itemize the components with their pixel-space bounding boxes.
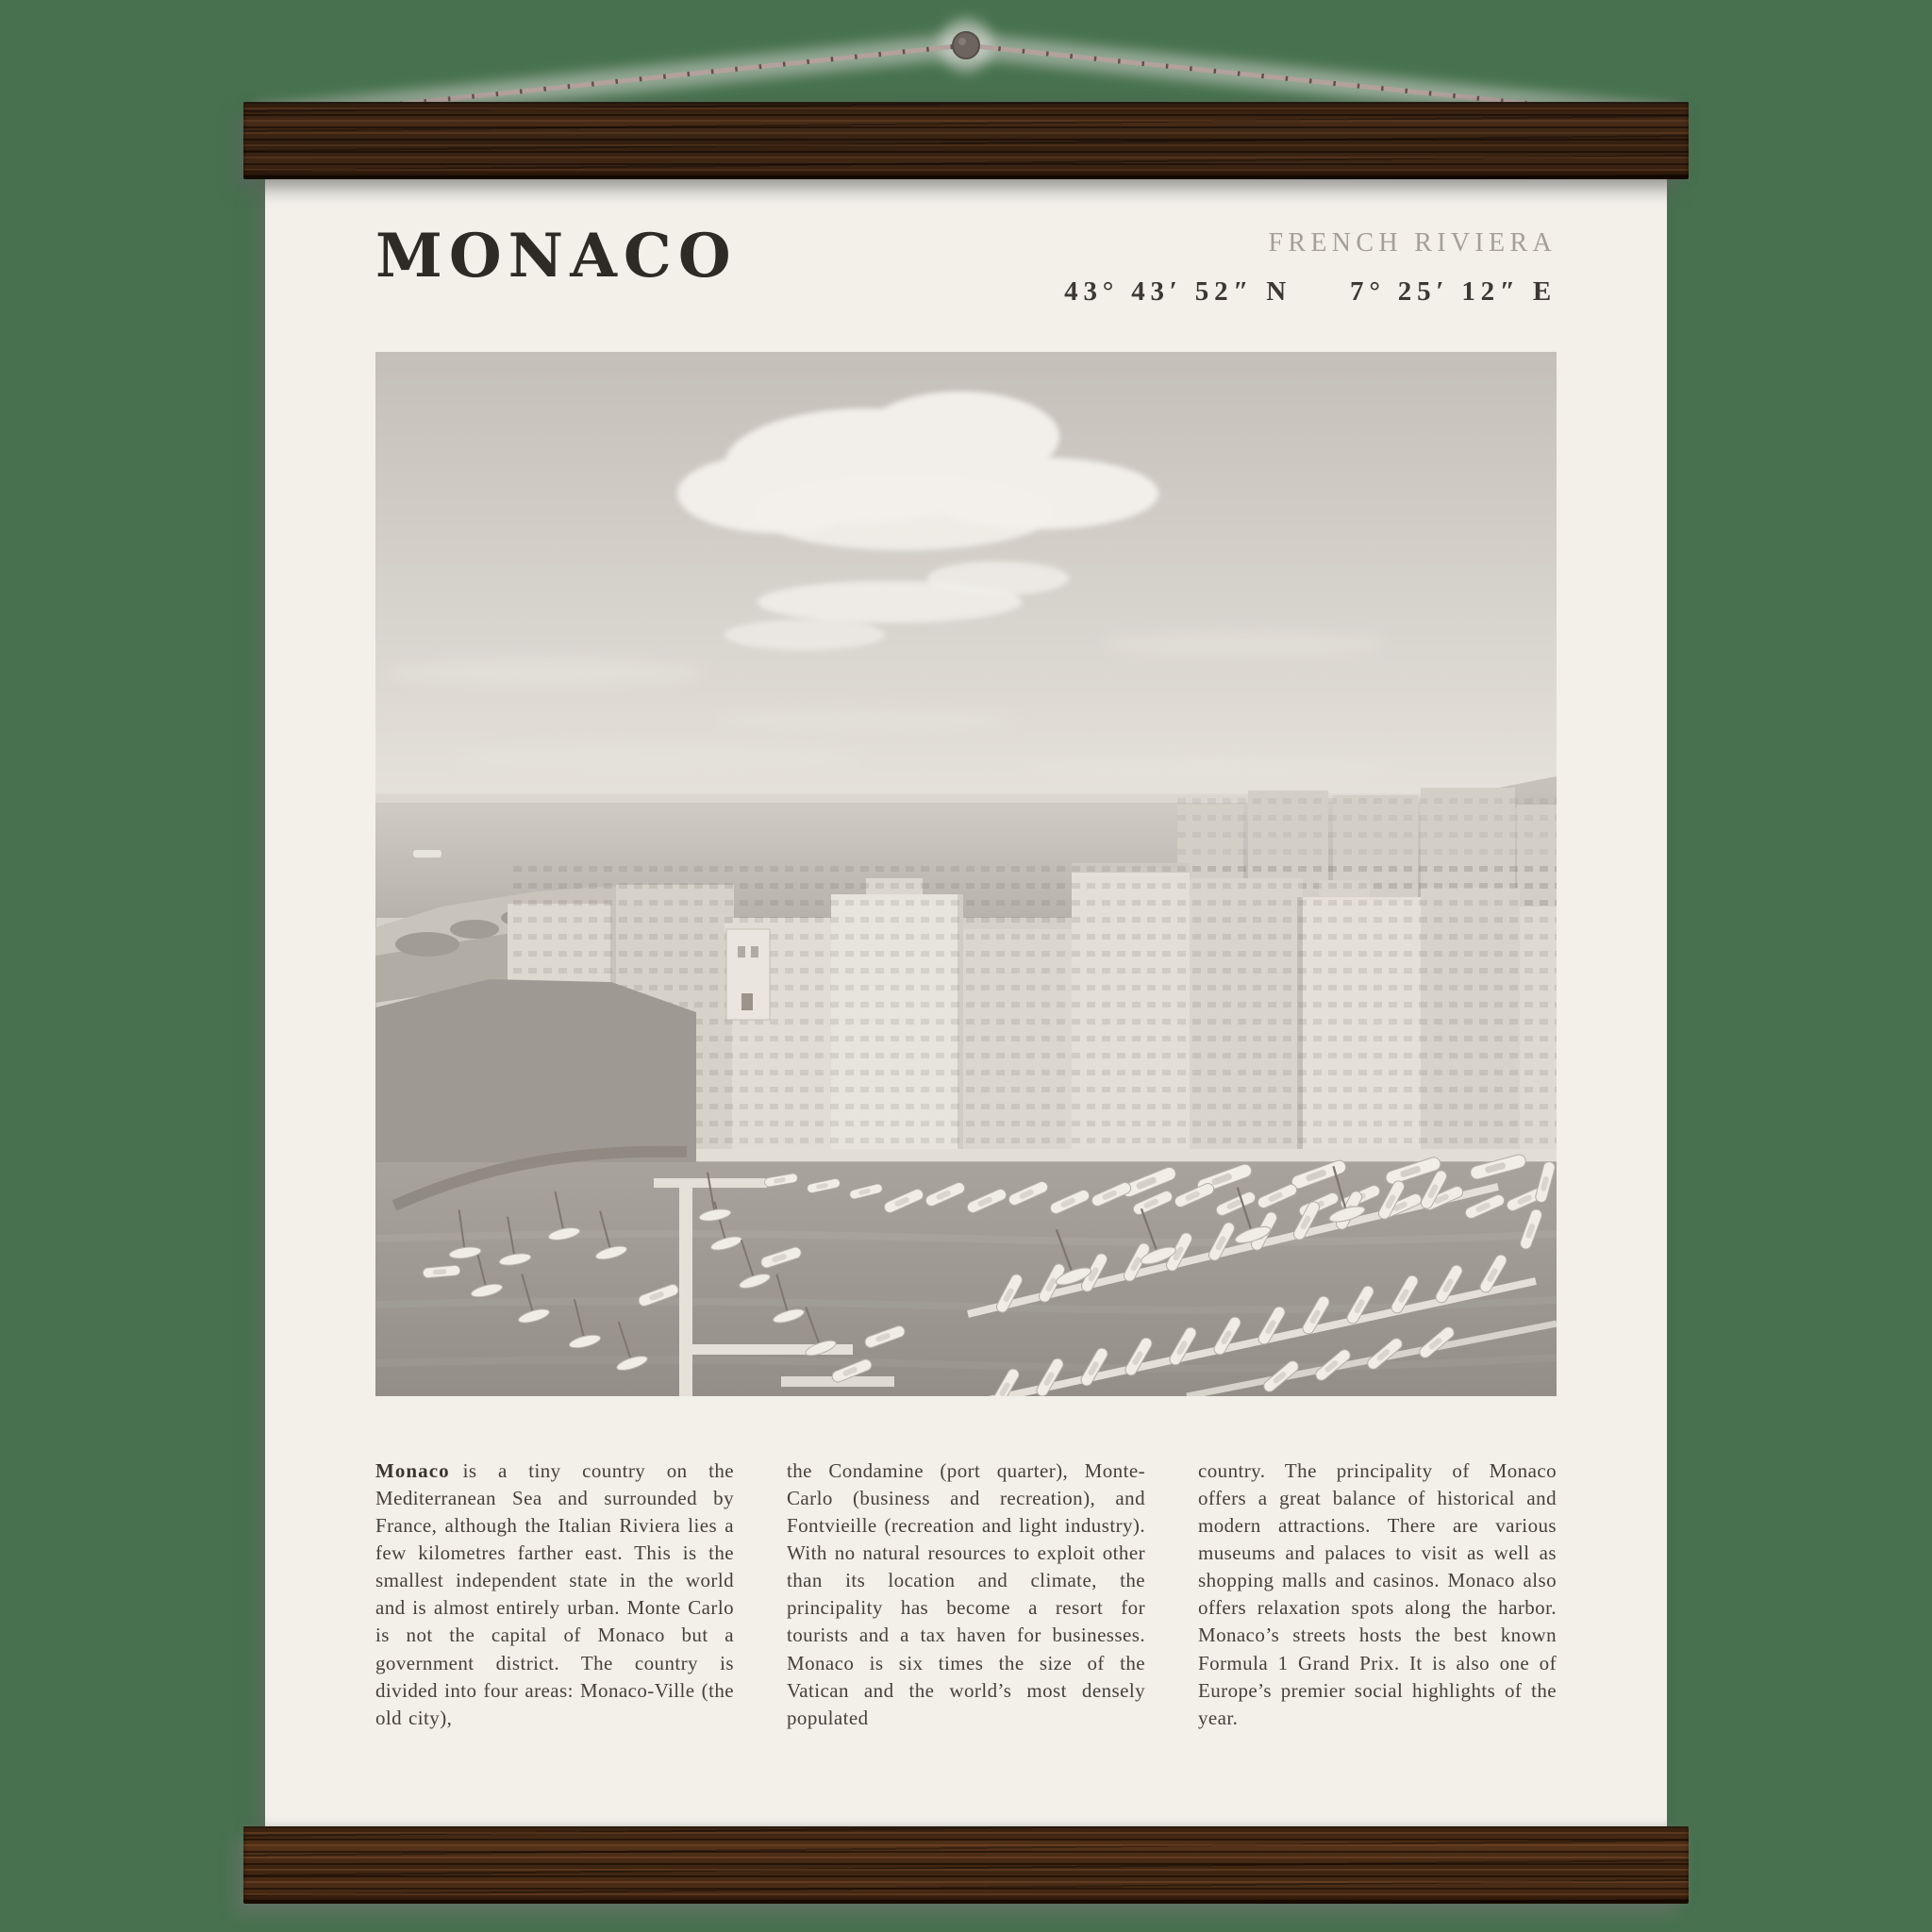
text-column-2 [787, 1457, 1145, 1807]
latitude-value: 43° 43′ 52″ N [1064, 276, 1292, 307]
column-1-text: is a tiny country on the Mediterranean Sea and surrounded by France, although the Italian Riviera lies a few kilometres farther east. This is the smallest independent state in the world and is almost entirely urban. Monte Carlo is not the capital of Monaco but a government district. The country is divided into four areas: Monaco-Ville (the old city), [375, 1459, 734, 1729]
marina-photo [375, 352, 1557, 1396]
description-columns [375, 1457, 1557, 1807]
poster-paper [265, 179, 1667, 1826]
bottom-wood-hanger-bar [243, 1826, 1689, 1904]
coordinates [1064, 276, 1557, 308]
column-2-text: the Condamine (port quarter), Monte-Carlo (business and recreation), and Fontvieille (recreation and light industry). With no natural resources to exploit other than its location and climate, the principality has become a resort for tourists and a tax haven for businesses. Monaco is six times the size of the Vatican and the world’s most densely populated [787, 1459, 1145, 1729]
column-3-text: country. The principality of Monaco offers a great balance of historical and modern attractions. There are various museums and palaces to visit as well as shopping malls and casinos. Monaco also offers relaxation spots along the harbor. Monaco’s streets hosts the best known Formula 1 Grand Prix. It is also one of Europe’s premier social highlights of the year. [1198, 1459, 1557, 1729]
marina-photo-illustration [375, 352, 1557, 1396]
top-wood-hanger-bar [243, 102, 1689, 179]
lead-word: Monaco [375, 1459, 450, 1482]
text-column-3 [1198, 1457, 1557, 1807]
poster-title: MONACO [375, 221, 738, 291]
region-label: FRENCH RIVIERA [1268, 228, 1557, 258]
hanger-nail-icon [953, 32, 979, 58]
text-column-1 [375, 1457, 734, 1807]
longitude-value: 7° 25′ 12″ E [1350, 276, 1557, 307]
